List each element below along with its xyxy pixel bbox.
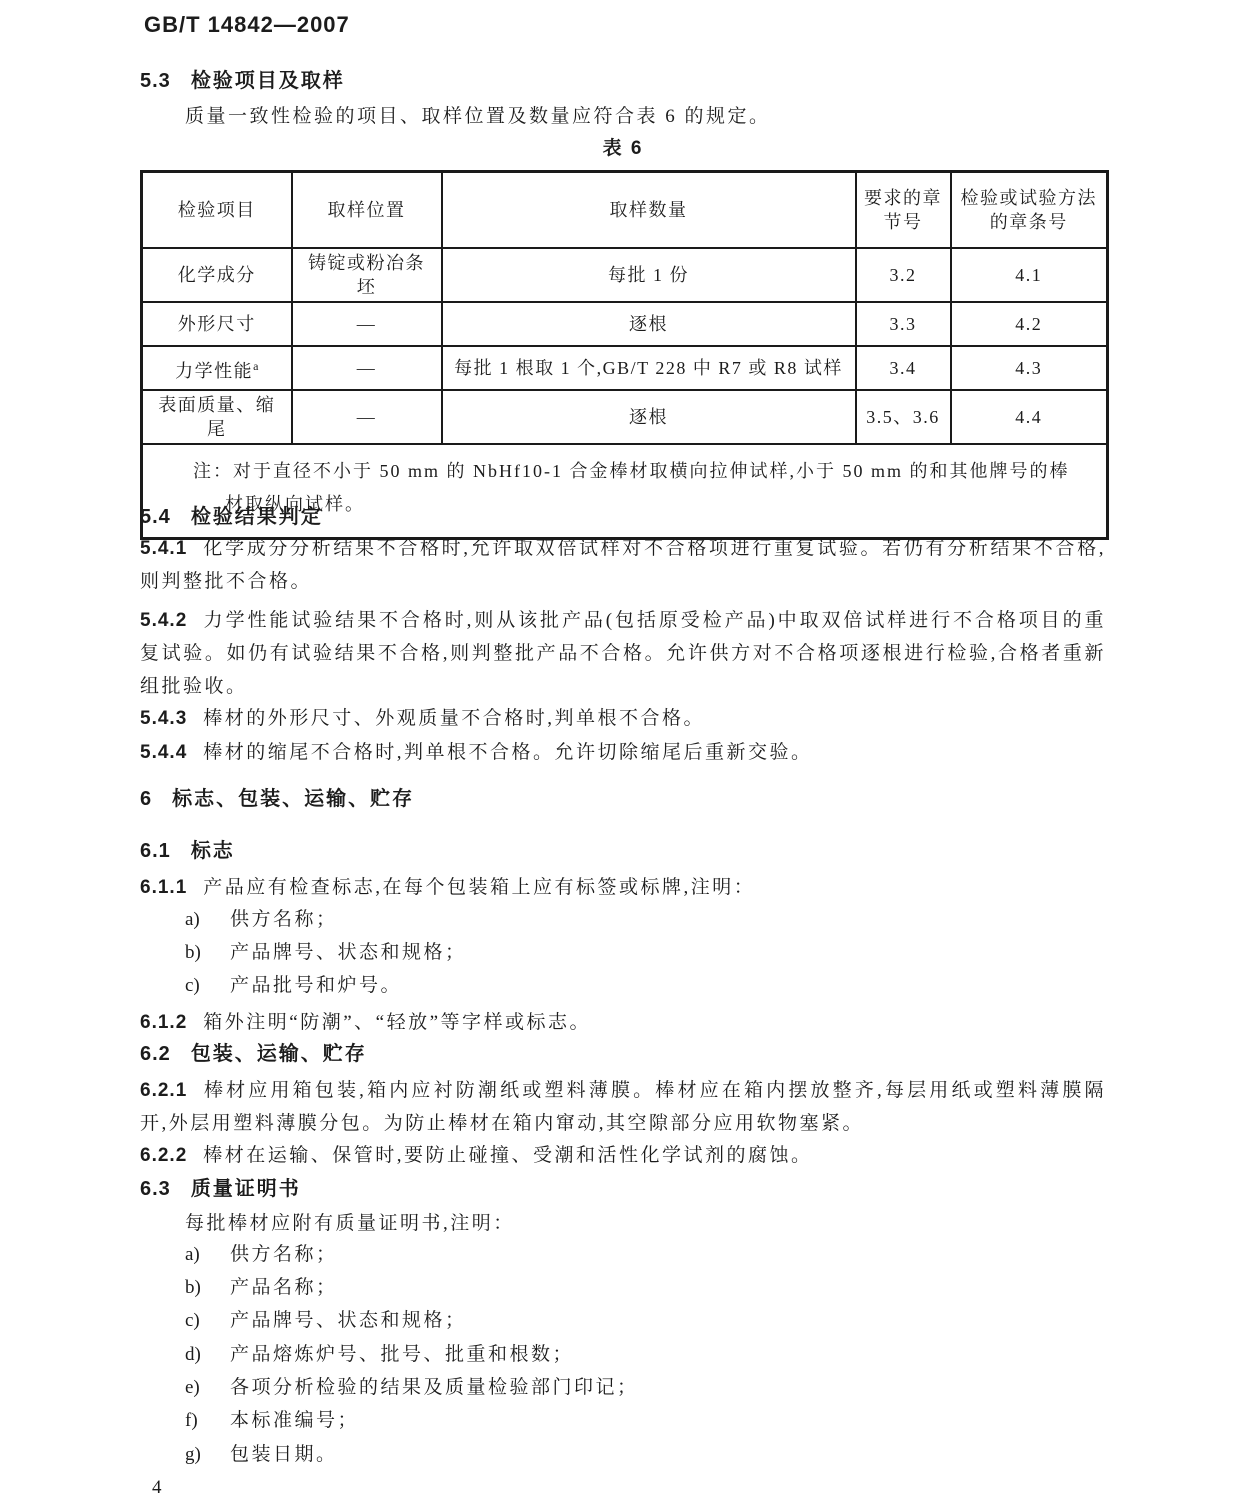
- cell-quantity: 逐根: [442, 390, 856, 444]
- clause-6-1-1: [140, 871, 1106, 904]
- section-6-2-number: 6.2: [140, 1043, 171, 1065]
- list-item: [140, 1341, 1106, 1369]
- list-item: [140, 1241, 1106, 1269]
- section-6-3-heading: [140, 1176, 1106, 1202]
- list-item: [140, 1274, 1106, 1302]
- section-5-3-intro: 质量一致性检验的项目、取样位置及数量应符合表 6 的规定。: [185, 106, 771, 127]
- cell-item: 化学成分: [142, 248, 292, 302]
- cell-quantity: 逐根: [442, 302, 856, 346]
- list-item-label: e): [185, 1377, 200, 1398]
- table-note: 注：对于直径不小于 50 mm 的 NbHf10-1 合金棒材取横向拉伸试样,小于 50 mm 的和其他牌号的棒材取纵向试样。: [142, 444, 1108, 539]
- section-5-3-number: 5.3: [140, 70, 171, 92]
- list-item-text: 产品批号和炉号。: [230, 975, 403, 996]
- clause-text: 棒材的外形尺寸、外观质量不合格时,判单根不合格。: [203, 708, 706, 729]
- list-item-text: 产品牌号、状态和规格；: [230, 942, 467, 963]
- cell-method-clause: 4.1: [951, 248, 1108, 302]
- cell-item: [142, 346, 292, 390]
- cell-item-text: 力学性能: [175, 360, 254, 381]
- list-item-text: 供方名称；: [230, 1244, 338, 1265]
- clause-number: 6.2.1: [140, 1080, 188, 1101]
- clause-text: 棒材应用箱包装,箱内应衬防潮纸或塑料薄膜。棒材应在箱内摆放整齐,每层用纸或塑料薄膜隔开,外层用塑料薄膜分包。为防止棒材在箱内窜动,其空隙部分应用软物塞紧。: [140, 1080, 1106, 1134]
- footnote-marker: a: [253, 358, 259, 373]
- section-6-3-intro: 每批棒材应附有质量证明书,注明：: [185, 1213, 515, 1234]
- table-header-method-clause: 检验或试验方法的章条号: [951, 172, 1108, 249]
- table-header-row: [142, 172, 1108, 249]
- cell-method-clause: 4.4: [951, 390, 1108, 444]
- list-item-text: 产品牌号、状态和规格；: [230, 1310, 467, 1331]
- clause-text: 化学成分分析结果不合格时,允许取双倍试样对不合格项进行重复试验。若仍有分析结果不合格,则判整批不合格。: [140, 538, 1106, 592]
- list-item: [140, 972, 1106, 1000]
- section-6-1-title: 标志: [190, 840, 235, 862]
- list-item-label: f): [185, 1410, 198, 1431]
- cell-position: 铸锭或粉冶条坯: [292, 248, 442, 302]
- section-6-1-heading: [140, 838, 1106, 864]
- standard-number: GB/T 14842—2007: [144, 12, 350, 37]
- clause-6-1-2: [140, 1006, 1106, 1039]
- list-item-label: c): [185, 975, 200, 996]
- table-row: [142, 248, 1108, 302]
- cell-item: 表面质量、缩尾: [142, 390, 292, 444]
- table-header-req-clause: 要求的章节号: [856, 172, 951, 249]
- list-item-text: 各项分析检验的结果及质量检验部门印记；: [230, 1377, 639, 1398]
- clause-5-4-4: [140, 736, 1106, 769]
- clause-number: 6.2.2: [140, 1145, 188, 1166]
- list-item-label: a): [185, 1244, 200, 1265]
- section-6-2-title: 包装、运输、贮存: [190, 1043, 367, 1065]
- clause-text: 箱外注明“防潮”、“轻放”等字样或标志。: [203, 1012, 591, 1033]
- cell-method-clause: 4.2: [951, 302, 1108, 346]
- list-item-label: a): [185, 909, 200, 930]
- clause-5-4-2: [140, 604, 1106, 703]
- list-item: [140, 906, 1106, 934]
- section-5-4-heading: [140, 504, 1106, 530]
- list-item-label: d): [185, 1344, 201, 1365]
- clause-5-4-1: [140, 532, 1106, 598]
- cell-quantity: 每批 1 根取 1 个,GB/T 228 中 R7 或 R8 试样: [442, 346, 856, 390]
- table-row: [142, 346, 1108, 390]
- section-6-3-number: 6.3: [140, 1178, 171, 1200]
- cell-req-clause: 3.2: [856, 248, 951, 302]
- cell-item: 外形尺寸: [142, 302, 292, 346]
- section-5-3-title: 检验项目及取样: [190, 70, 345, 92]
- list-item-text: 产品名称；: [230, 1277, 338, 1298]
- list-item-text: 供方名称；: [230, 909, 338, 930]
- cell-position: —: [292, 346, 442, 390]
- table-row: [142, 390, 1108, 444]
- cell-quantity: 每批 1 份: [442, 248, 856, 302]
- clause-text: 产品应有检查标志,在每个包装箱上应有标签或标牌,注明：: [203, 877, 756, 898]
- section-6-heading: [140, 786, 1106, 812]
- clause-text: 棒材的缩尾不合格时,判单根不合格。允许切除缩尾后重新交验。: [203, 742, 813, 763]
- cell-req-clause: 3.4: [856, 346, 951, 390]
- list-item: [140, 1407, 1106, 1435]
- table-row: [142, 302, 1108, 346]
- list-item-label: b): [185, 942, 201, 963]
- section-6-3-title: 质量证明书: [190, 1178, 301, 1200]
- clause-text: 棒材在运输、保管时,要防止碰撞、受潮和活性化学试剂的腐蚀。: [203, 1145, 813, 1166]
- cell-method-clause: 4.3: [951, 346, 1108, 390]
- cell-position: —: [292, 302, 442, 346]
- section-6-number: 6: [140, 788, 153, 810]
- clause-6-2-2: [140, 1139, 1106, 1172]
- section-5-3-heading: [140, 68, 1106, 94]
- list-item-label: b): [185, 1277, 201, 1298]
- section-6-title: 标志、包装、运输、贮存: [172, 788, 415, 810]
- clause-5-4-3: [140, 702, 1106, 735]
- table-header-quantity: 取样数量: [442, 172, 856, 249]
- clause-text: 力学性能试验结果不合格时,则从该批产品(包括原受检产品)中取双倍试样进行不合格项目的重复试验。如仍有试验结果不合格,则判整批产品不合格。允许供方对不合格项逐根进行检验,合格者重新组批验收。: [140, 610, 1106, 697]
- table-header-item: 检验项目: [142, 172, 292, 249]
- page-number: 4: [152, 1477, 162, 1498]
- table-header-position: 取样位置: [292, 172, 442, 249]
- clause-number: 6.1.2: [140, 1012, 188, 1033]
- list-item-label: c): [185, 1310, 200, 1331]
- section-5-4-title: 检验结果判定: [190, 506, 323, 528]
- section-6-1-number: 6.1: [140, 840, 171, 862]
- section-6-2-heading: [140, 1041, 1106, 1067]
- section-5-4-number: 5.4: [140, 506, 171, 528]
- table-6-caption: 表 6: [602, 138, 644, 159]
- list-item: [140, 1441, 1106, 1469]
- cell-req-clause: 3.5、3.6: [856, 390, 951, 444]
- cell-req-clause: 3.3: [856, 302, 951, 346]
- clause-number: 5.4.2: [140, 610, 188, 631]
- list-item-text: 产品熔炼炉号、批号、批重和根数；: [230, 1344, 575, 1365]
- clause-number: 5.4.3: [140, 708, 188, 729]
- list-item: [140, 939, 1106, 967]
- clause-6-2-1: [140, 1074, 1106, 1140]
- cell-position: —: [292, 390, 442, 444]
- clause-number: 5.4.4: [140, 742, 188, 763]
- list-item: [140, 1374, 1106, 1402]
- table-6: [140, 170, 1109, 540]
- list-item-label: g): [185, 1444, 201, 1465]
- clause-number: 6.1.1: [140, 877, 188, 898]
- clause-number: 5.4.1: [140, 538, 188, 559]
- list-item-text: 包装日期。: [230, 1444, 338, 1465]
- list-item-text: 本标准编号；: [230, 1410, 360, 1431]
- list-item: [140, 1307, 1106, 1335]
